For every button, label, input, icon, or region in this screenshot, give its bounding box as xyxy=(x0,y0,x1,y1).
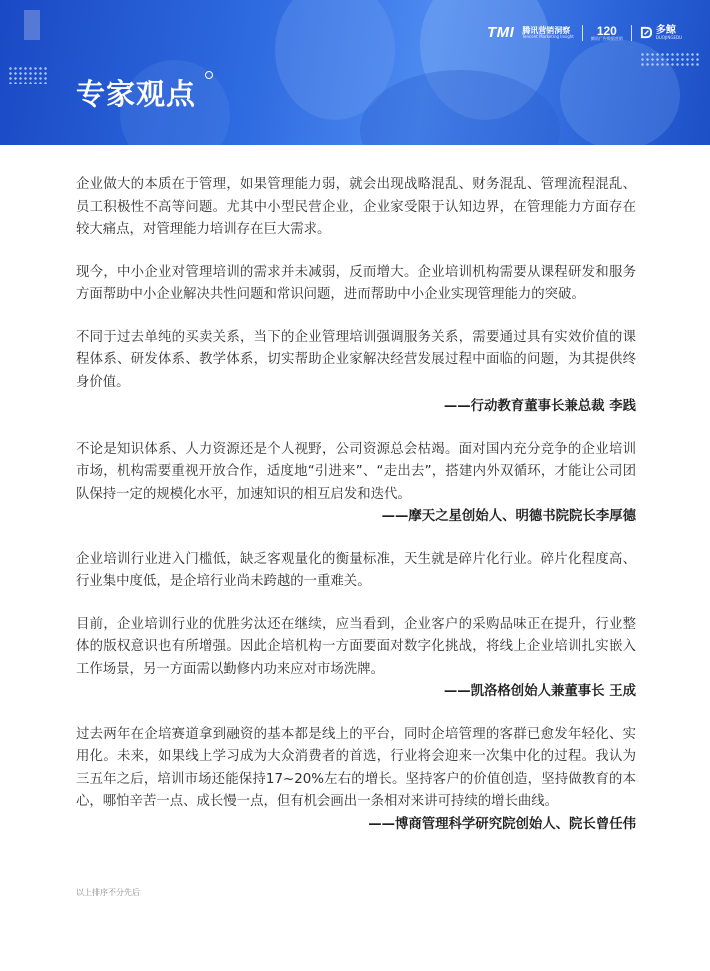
tmi-logo-en: Tencent Marketing Insight xyxy=(522,33,574,39)
page-title: 专家观点 xyxy=(76,77,197,111)
duojing-logo xyxy=(640,26,682,40)
opinion-paragraph: 目前，企业培训行业的优胜劣汰还在继续，应当看到，企业客户的采购品味正在提升，行业整体的版权意识也有所增强。因此企培机构一方面要面对数字化挑战，将线上企业培训扎实嵌入工作场景，另一方面需以勤修内功来应对市场洗牌。 xyxy=(76,616,636,677)
tmi-logo: TMI xyxy=(486,24,515,41)
opinion-section-2 xyxy=(76,439,636,529)
dot-pattern-decoration xyxy=(640,52,700,66)
logo-120-subtitle: 腾讯广告数据营销 xyxy=(590,35,623,41)
expert-opinions xyxy=(76,174,636,836)
duojing-logo-icon xyxy=(640,26,653,39)
opinion-section-1 xyxy=(76,174,636,419)
opinion-section-3 xyxy=(76,549,636,704)
banner-decoration xyxy=(24,10,40,40)
opinion-paragraph: 现今，中小企业对管理培训的需求并未减弱，反而增大。企业培训机构需要从课程研发和服务方面帮助中小企业解决共性问题和常识问题，进而帮助中小企业实现管理能力的突破。 xyxy=(76,264,636,302)
logo-divider xyxy=(631,25,632,41)
title-circle-icon xyxy=(205,71,213,79)
partner-logos xyxy=(487,24,682,41)
logo-120 xyxy=(591,25,623,41)
tmi-logo-cn: 腾讯营销洞察 xyxy=(522,25,571,35)
dot-pattern-decoration xyxy=(8,66,48,84)
logo-divider xyxy=(582,25,583,41)
footnote: 以上排序不分先后 xyxy=(76,888,140,897)
duojing-logo-cn: 多鲸 xyxy=(655,24,676,36)
opinion-paragraph: 企业培训行业进入门槛低，缺乏客观量化的衡量标准，天生就是碎片化行业。碎片化程度高、行业集中度低，是企培行业尚未跨越的一重难关。 xyxy=(76,551,636,589)
duojing-logo-en: DUOJINGEDU xyxy=(655,34,682,40)
opinion-signature: ——博商管理科学研究院创始人、院长曾任伟 xyxy=(368,816,636,832)
opinion-paragraph: 不同于过去单纯的买卖关系，当下的企业管理培训强调服务关系，需要通过具有实效价值的课程体系、研发体系、教学体系，切实帮助企业家解决经营发展过程中面临的问题，为其提供终身价值。 xyxy=(76,329,636,390)
opinion-signature: ——摩天之星创始人、明德书院院长李厚德 xyxy=(381,509,636,524)
duojing-logo-text xyxy=(656,26,682,40)
opinion-signature: ——行动教育董事长兼总裁 李践 xyxy=(443,399,636,414)
logo-120-number: 120 xyxy=(596,23,617,38)
tmi-logo-text xyxy=(522,27,574,39)
opinion-paragraph: 过去两年在企培赛道拿到融资的基本都是线上的平台，同时企培管理的客群已愈发年轻化、实用化。未来，如果线上学习成为大众消费者的首选，行业将会迎来一次集中化的过程。我认为三五年之后，培训市场还能保持17~20%左右的增长。坚持客户的价值创造，坚持做教育的本心，哪怕辛苦一点、成长慢一点，但有机会画出一条相对来讲可持续的增长曲线。 xyxy=(76,726,636,809)
opinion-paragraph: 不论是知识体系、人力资源还是个人视野，公司资源总会枯竭。面对国内充分竞争的企业培训市场，机构需要重视开放合作，适度地“引进来”、“走出去”，搭建内外双循环，才能让公司团队保持一定的规模化水平，加速知识的相互启发和迭代。 xyxy=(76,441,636,502)
opinion-section-4 xyxy=(76,724,636,837)
opinion-paragraph: 企业做大的本质在于管理，如果管理能力弱，就会出现战略混乱、财务混乱、管理流程混乱、员工积极性不高等问题。尤其中小型民营企业，企业家受限于认知边界，在管理能力方面存在较大痛点，对管理能力培训存在巨大需求。 xyxy=(76,177,636,237)
header-banner xyxy=(0,0,710,145)
opinion-signature: ——凯洛格创始人兼董事长 王成 xyxy=(443,684,636,699)
